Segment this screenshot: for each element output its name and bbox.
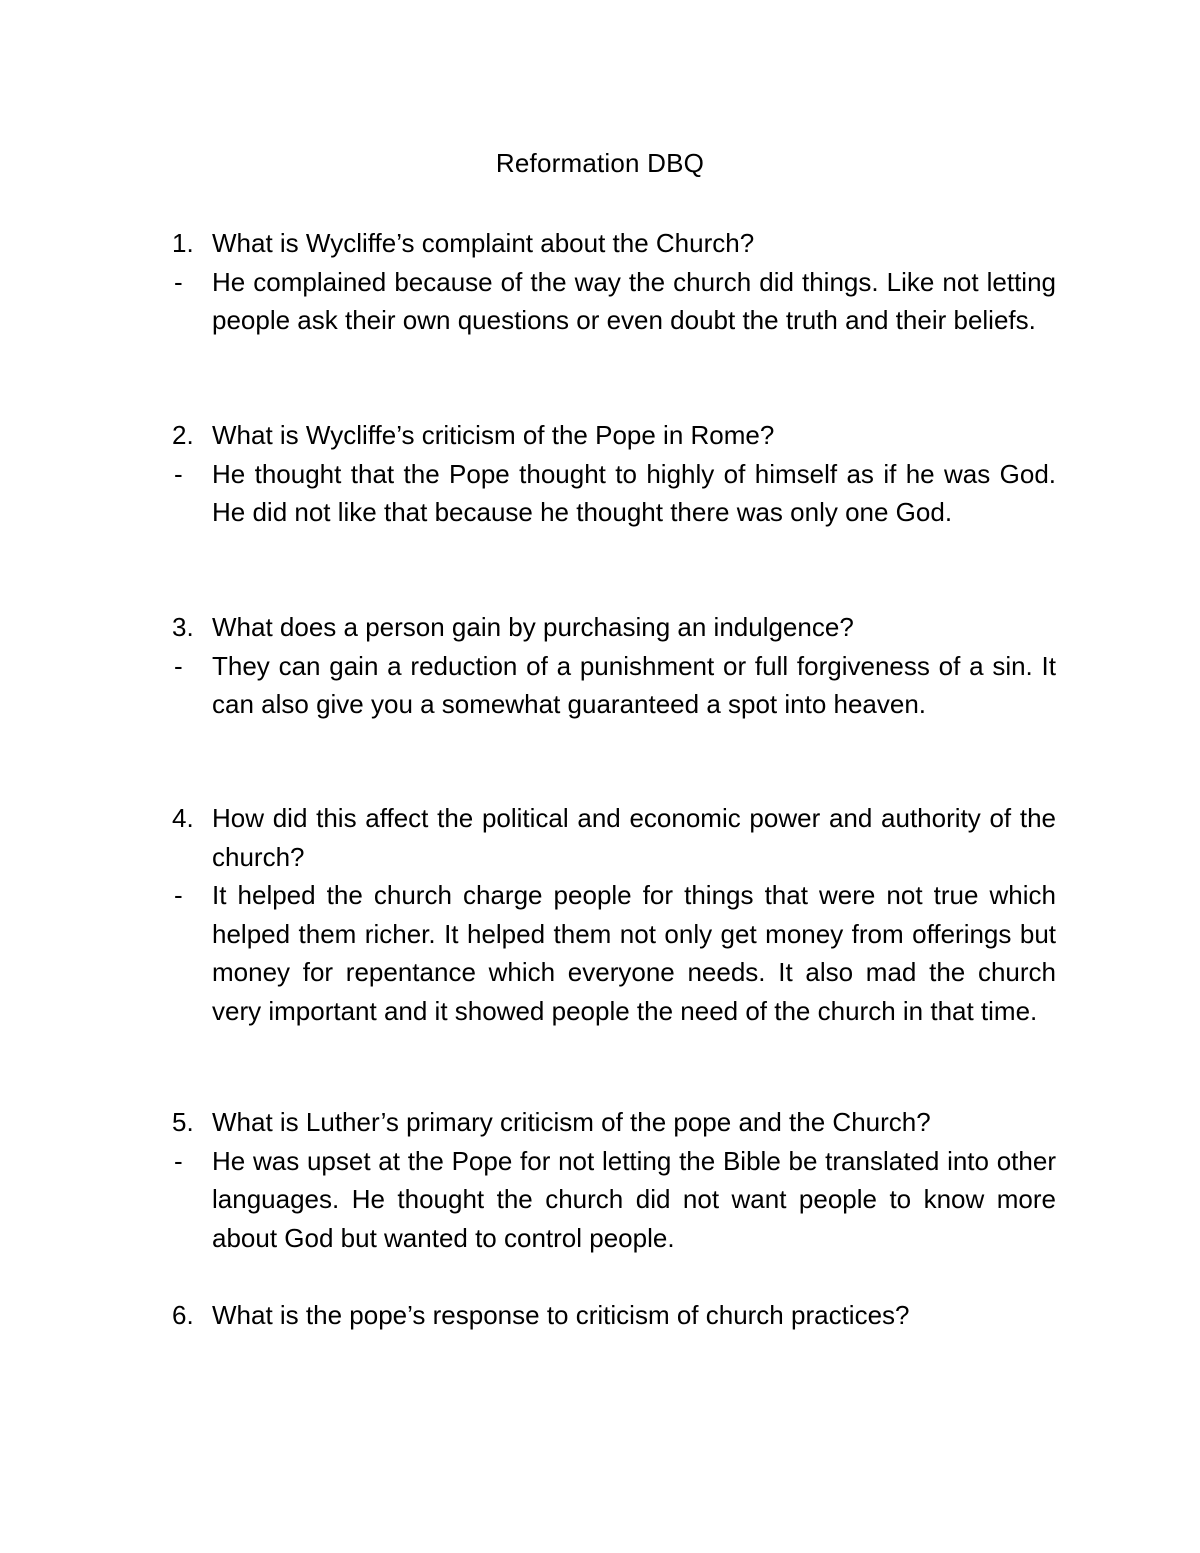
answer-text: He thought that the Pope thought to highly of himself as if he was God. He did not like that because he thought there was only one God. xyxy=(212,458,1056,527)
question-number: 3. xyxy=(172,612,194,642)
qa-item-2 xyxy=(172,416,1056,532)
qa-item-3 xyxy=(172,608,1056,724)
answer-4 xyxy=(172,876,1056,1030)
answer-text: He was upset at the Pope for not letting the Bible be translated into other languages. He thought the church did not want people to know more about God but wanted to control people. xyxy=(212,1145,1056,1253)
question-number: 2. xyxy=(172,420,194,450)
answer-dash: - xyxy=(174,1145,183,1176)
answer-5 xyxy=(172,1142,1056,1258)
question-text: What is the pope’s response to criticism of church practices? xyxy=(212,1300,910,1330)
question-number: 4. xyxy=(172,803,194,833)
answer-1 xyxy=(172,263,1056,340)
answer-text: He complained because of the way the church did things. Like not letting people ask their own questions or even doubt the truth and their beliefs. xyxy=(212,266,1056,335)
question-4 xyxy=(172,799,1056,876)
question-2 xyxy=(172,416,1056,455)
question-3 xyxy=(172,608,1056,647)
question-number: 5. xyxy=(172,1107,194,1137)
answer-dash: - xyxy=(174,650,183,681)
answer-dash: - xyxy=(174,880,183,910)
qa-item-1 xyxy=(172,224,1056,340)
answer-text: They can gain a reduction of a punishment or full forgiveness of a sin. It can also give you a somewhat guaranteed a spot into heaven. xyxy=(212,650,1056,719)
qa-item-6 xyxy=(172,1296,1056,1335)
question-5 xyxy=(172,1103,1056,1142)
question-text: What does a person gain by purchasing an indulgence? xyxy=(212,612,854,642)
question-text: How did this affect the political and economic power and authority of the church? xyxy=(212,803,1056,872)
answer-2 xyxy=(172,455,1056,532)
question-text: What is Wycliffe’s criticism of the Pope in Rome? xyxy=(212,420,775,450)
answer-dash: - xyxy=(174,458,183,489)
answer-dash: - xyxy=(174,266,183,297)
qa-item-5 xyxy=(172,1103,1056,1257)
document-title: Reformation DBQ xyxy=(495,148,705,178)
question-number: 6. xyxy=(172,1300,194,1330)
answer-text: It helped the church charge people for things that were not true which helped them richer. It helped them not only get money from offerings but money for repentance which everyone needs. It also mad the church very important and it showed people the need of the church in that time. xyxy=(212,880,1056,1026)
question-text: What is Wycliffe’s complaint about the Church? xyxy=(212,228,755,258)
question-1 xyxy=(172,224,1056,263)
question-text: What is Luther’s primary criticism of the pope and the Church? xyxy=(212,1107,931,1137)
qa-item-4 xyxy=(172,799,1056,1030)
question-6 xyxy=(172,1296,1056,1335)
answer-3 xyxy=(172,647,1056,724)
question-number: 1. xyxy=(172,228,194,258)
